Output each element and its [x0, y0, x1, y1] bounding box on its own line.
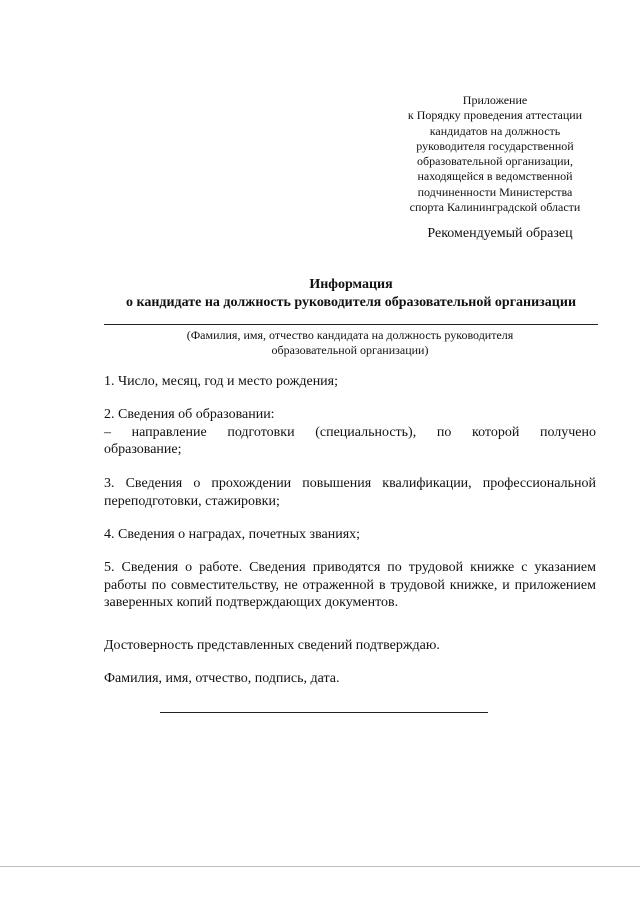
item-birth-info: 1. Число, месяц, год и место рождения;: [104, 374, 339, 389]
appendix-line: образовательной организации,: [417, 154, 573, 169]
name-hint-line-1: (Фамилия, имя, отчество кандидата на должность руководителя: [186, 328, 514, 342]
signature-label: Фамилия, имя, отчество, подпись, дата.: [104, 671, 340, 686]
appendix-line: находящейся в ведомственной: [417, 169, 573, 184]
title-line-1: Информация: [309, 277, 393, 292]
document-title: [104, 276, 598, 312]
item-education-direction: – направление подготовки (специальность), по которой получено: [104, 424, 596, 440]
item-awards: 4. Сведения о наградах, почетных званиях;: [104, 527, 361, 542]
appendix-header: [395, 93, 595, 215]
confirmation-text: Достоверность представленных сведений подтверждаю.: [104, 638, 440, 653]
title-line-2: о кандидате на должность руководителя образовательной организации: [125, 295, 577, 310]
recommended-sample-label: Рекомендуемый образец: [427, 226, 573, 241]
appendix-line: кандидатов на должность: [429, 123, 561, 138]
item-education: [104, 406, 596, 459]
item-work: 5. Сведения о работе. Сведения приводятся по трудовой книжке с указанием работы по совместительству, не отраженной в трудовой книжке, и приложением заверенных копий подтверждающих документов.: [104, 560, 596, 610]
item-qualification: 3. Сведения о прохождении повышения квалификации, профессиональной переподготовки, стажировки;: [104, 476, 596, 509]
item-education-direction-cont: образование;: [104, 442, 182, 457]
appendix-line: к Порядку проведения аттестации: [407, 108, 583, 123]
appendix-line: Приложение: [462, 93, 528, 107]
name-hint-line-2: образовательной организации): [271, 343, 429, 357]
item-education-heading: 2. Сведения об образовании:: [104, 407, 275, 422]
page-footer-divider: [0, 866, 640, 867]
candidate-name-line: [104, 324, 598, 325]
appendix-line: руководителя государственной: [416, 138, 574, 153]
candidate-name-hint: [160, 328, 540, 358]
appendix-line: подчиненности Министерства: [417, 184, 573, 199]
appendix-line: спорта Калининградской области: [409, 200, 581, 215]
signature-line: [160, 712, 488, 713]
